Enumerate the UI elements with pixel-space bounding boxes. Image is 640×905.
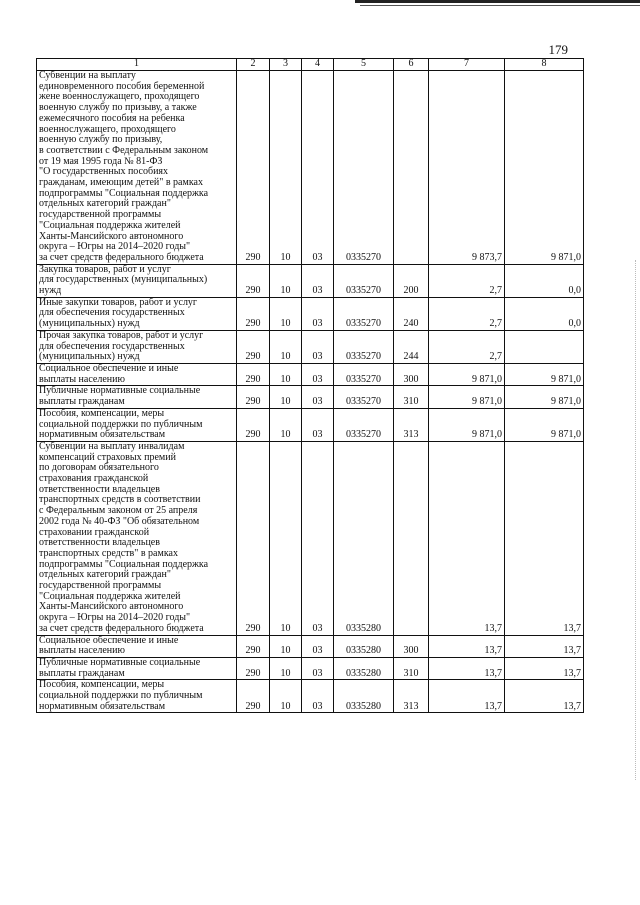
row-description: Закупка товаров, работ и услуг для государственных (муниципальных) нужд <box>37 264 237 297</box>
table-row <box>37 264 584 297</box>
cell-amount-actual: 9 871,0 <box>505 408 584 441</box>
cell-admin-code: 290 <box>237 71 270 265</box>
cell-subsection: 03 <box>302 657 334 679</box>
cell-subsection: 03 <box>302 71 334 265</box>
cell-expense-type <box>394 441 429 635</box>
table-row <box>37 441 584 635</box>
cell-amount-actual <box>505 330 584 363</box>
table-row <box>37 297 584 330</box>
cell-section: 10 <box>270 264 302 297</box>
row-description: Субвенции на выплату инвалидам компенсаций страховых премий по договорам обязательного страхования гражданской ответственности владельцев транспортных средств в соответствии с Федеральным законом от 25 апреля 2002 года № 40-ФЗ "Об обязательном страховании гражданской ответственности владельцев транспортных средств" в рамках подпрограммы "Социальная поддержка отдельных категорий граждан" государственной программы "Социальная поддержка жителей Ханты-Мансийского автономного округа – Югры на 2014–2020 годы" за счет средств федерального бюджета <box>37 441 237 635</box>
budget-table <box>36 58 584 713</box>
cell-subsection: 03 <box>302 264 334 297</box>
cell-amount-actual: 0,0 <box>505 264 584 297</box>
cell-target-article: 0335270 <box>334 363 394 385</box>
table-row <box>37 680 584 713</box>
cell-target-article: 0335280 <box>334 680 394 713</box>
cell-amount-plan: 9 871,0 <box>429 386 505 408</box>
col-header: 1 <box>37 59 237 71</box>
cell-target-article: 0335270 <box>334 71 394 265</box>
cell-target-article: 0335280 <box>334 635 394 657</box>
cell-admin-code: 290 <box>237 441 270 635</box>
col-header: 7 <box>429 59 505 71</box>
table-row <box>37 657 584 679</box>
cell-section: 10 <box>270 635 302 657</box>
row-description: Публичные нормативные социальные выплаты гражданам <box>37 657 237 679</box>
cell-amount-actual: 9 871,0 <box>505 71 584 265</box>
col-header: 4 <box>302 59 334 71</box>
row-description: Социальное обеспечение и иные выплаты населению <box>37 635 237 657</box>
cell-amount-actual: 13,7 <box>505 657 584 679</box>
row-description: Пособия, компенсации, меры социальной поддержки по публичным нормативным обязательствам <box>37 408 237 441</box>
cell-target-article: 0335270 <box>334 386 394 408</box>
table-row <box>37 386 584 408</box>
cell-subsection: 03 <box>302 330 334 363</box>
col-header: 5 <box>334 59 394 71</box>
col-header: 6 <box>394 59 429 71</box>
cell-expense-type: 313 <box>394 680 429 713</box>
cell-expense-type: 310 <box>394 386 429 408</box>
cell-subsection: 03 <box>302 441 334 635</box>
cell-admin-code: 290 <box>237 680 270 713</box>
row-description: Прочая закупка товаров, работ и услуг для обеспечения государственных (муниципальных) нужд <box>37 330 237 363</box>
cell-section: 10 <box>270 408 302 441</box>
page-number: 179 <box>548 42 568 57</box>
cell-expense-type: 300 <box>394 635 429 657</box>
table-row <box>37 330 584 363</box>
cell-admin-code: 290 <box>237 657 270 679</box>
scan-margin-marks <box>629 260 636 780</box>
cell-section: 10 <box>270 297 302 330</box>
cell-expense-type: 244 <box>394 330 429 363</box>
cell-subsection: 03 <box>302 363 334 385</box>
row-description: Публичные нормативные социальные выплаты гражданам <box>37 386 237 408</box>
cell-target-article: 0335280 <box>334 441 394 635</box>
cell-amount-actual: 9 871,0 <box>505 363 584 385</box>
cell-expense-type: 310 <box>394 657 429 679</box>
cell-subsection: 03 <box>302 635 334 657</box>
cell-target-article: 0335270 <box>334 408 394 441</box>
cell-amount-plan: 2,7 <box>429 264 505 297</box>
cell-target-article: 0335270 <box>334 297 394 330</box>
cell-subsection: 03 <box>302 680 334 713</box>
cell-subsection: 03 <box>302 408 334 441</box>
cell-subsection: 03 <box>302 297 334 330</box>
col-header: 3 <box>270 59 302 71</box>
cell-section: 10 <box>270 657 302 679</box>
cell-expense-type <box>394 71 429 265</box>
col-header: 2 <box>237 59 270 71</box>
cell-subsection: 03 <box>302 386 334 408</box>
cell-section: 10 <box>270 680 302 713</box>
cell-amount-plan: 9 871,0 <box>429 363 505 385</box>
cell-admin-code: 290 <box>237 408 270 441</box>
cell-amount-plan: 2,7 <box>429 297 505 330</box>
cell-admin-code: 290 <box>237 330 270 363</box>
cell-section: 10 <box>270 441 302 635</box>
cell-admin-code: 290 <box>237 635 270 657</box>
cell-amount-actual: 9 871,0 <box>505 386 584 408</box>
table-row <box>37 363 584 385</box>
table-header-row <box>37 59 584 71</box>
row-description: Субвенции на выплату единовременного пособия беременной жене военнослужащего, проходящего военную службу по призыву, а также ежемесячного пособия на ребенка военнослужащего, проходящего военную службу по призыву, в соответствии с Федеральным законом от 19 мая 1995 года № 81-ФЗ "О государственных пособиях гражданам, имеющим детей" в рамках подпрограммы "Социальная поддержка отдельных категорий граждан" государственной программы "Социальная поддержка жителей Ханты-Мансийского автономного округа – Югры на 2014–2020 годы" за счет средств федерального бюджета <box>37 71 237 265</box>
cell-amount-actual: 13,7 <box>505 680 584 713</box>
cell-amount-plan: 13,7 <box>429 657 505 679</box>
cell-target-article: 0335270 <box>334 330 394 363</box>
row-description: Социальное обеспечение и иные выплаты населению <box>37 363 237 385</box>
cell-expense-type: 313 <box>394 408 429 441</box>
row-description: Иные закупки товаров, работ и услуг для обеспечения государственных (муниципальных) нужд <box>37 297 237 330</box>
cell-admin-code: 290 <box>237 264 270 297</box>
table-row <box>37 408 584 441</box>
cell-amount-actual: 0,0 <box>505 297 584 330</box>
cell-admin-code: 290 <box>237 363 270 385</box>
cell-section: 10 <box>270 330 302 363</box>
cell-amount-plan: 13,7 <box>429 635 505 657</box>
cell-section: 10 <box>270 386 302 408</box>
cell-amount-plan: 9 873,7 <box>429 71 505 265</box>
cell-expense-type: 300 <box>394 363 429 385</box>
cell-amount-actual: 13,7 <box>505 635 584 657</box>
table-row <box>37 71 584 265</box>
cell-admin-code: 290 <box>237 297 270 330</box>
cell-amount-plan: 13,7 <box>429 680 505 713</box>
cell-section: 10 <box>270 71 302 265</box>
cell-target-article: 0335280 <box>334 657 394 679</box>
cell-section: 10 <box>270 363 302 385</box>
cell-admin-code: 290 <box>237 386 270 408</box>
header-rule-thin <box>360 5 640 6</box>
cell-target-article: 0335270 <box>334 264 394 297</box>
col-header: 8 <box>505 59 584 71</box>
cell-expense-type: 200 <box>394 264 429 297</box>
cell-amount-plan: 9 871,0 <box>429 408 505 441</box>
row-description: Пособия, компенсации, меры социальной поддержки по публичным нормативным обязательствам <box>37 680 237 713</box>
table-row <box>37 635 584 657</box>
cell-amount-plan: 13,7 <box>429 441 505 635</box>
cell-amount-actual: 13,7 <box>505 441 584 635</box>
header-rule <box>355 0 640 3</box>
cell-amount-plan: 2,7 <box>429 330 505 363</box>
cell-expense-type: 240 <box>394 297 429 330</box>
